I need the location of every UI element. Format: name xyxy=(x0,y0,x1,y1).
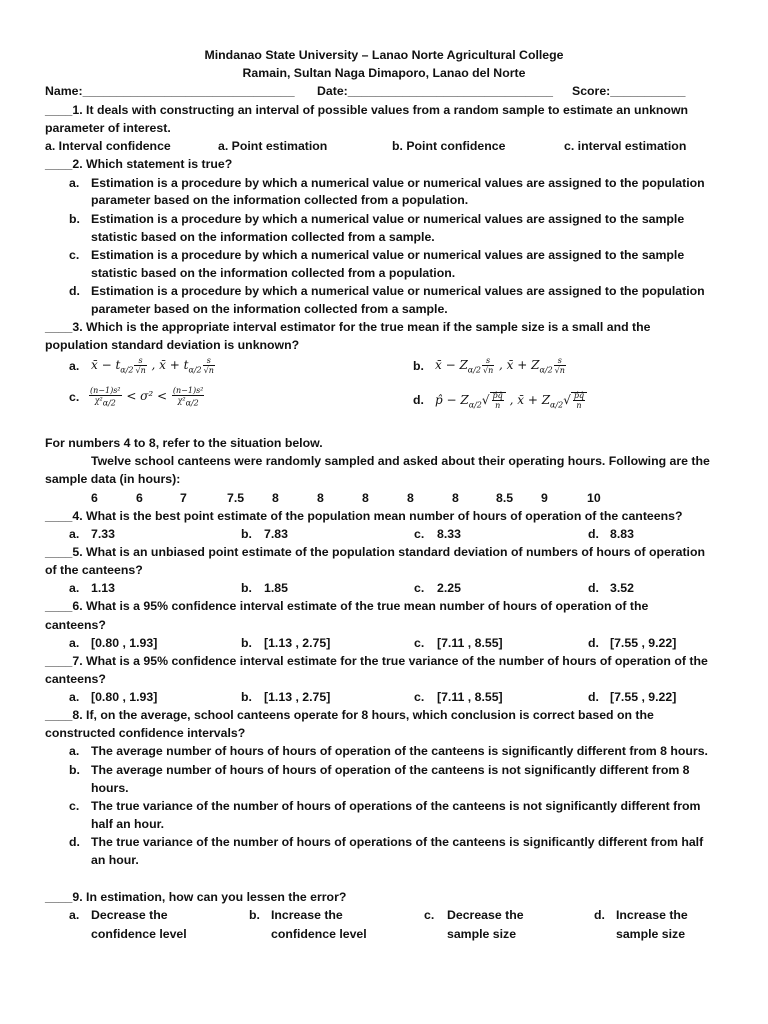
q6-option-c: [7.11 , 8.55] xyxy=(437,636,503,650)
situation-text-line1: Twelve school canteens were randomly sampled and asked about their operating hours. Following are the xyxy=(91,454,710,468)
q3-stem-line1: ____3. Which is the appropriate interval estimator for the true mean if the sample size is a small and the xyxy=(45,320,651,334)
sample-value: 6 xyxy=(91,491,98,505)
q9-option-c-line2: sample size xyxy=(447,927,517,941)
q8-stem-line2: constructed confidence intervals? xyxy=(45,726,246,740)
q8-option-b-line1: The average number of hours of hours of operation of the canteens is not significantly different from 8 xyxy=(91,763,690,777)
q2-option-b-line1: Estimation is a procedure by which a numerical value or numerical values are assigned to the sample xyxy=(91,212,685,226)
sample-value: 7 xyxy=(180,491,187,505)
q7-option-b: [1.13 , 2.75] xyxy=(264,690,331,704)
q5-letter-a: a. xyxy=(69,581,80,595)
q2-letter-d: d. xyxy=(69,284,80,298)
q9-option-d-line1: Increase the xyxy=(616,908,688,922)
q7-option-c: [7.11 , 8.55] xyxy=(437,690,503,704)
q3-letter-d: d. xyxy=(413,393,424,407)
q5-option-b: 1.85 xyxy=(264,581,288,595)
q8-option-d-line2: an hour. xyxy=(91,853,139,867)
university-address: Ramain, Sultan Naga Dimaporo, Lanao del Norte xyxy=(242,66,526,80)
q8-option-b-line2: hours. xyxy=(91,781,129,795)
q9-letter-c: c. xyxy=(424,908,435,922)
q1-option-a: a. Interval confidence xyxy=(45,139,171,153)
q7-stem-line2: canteens? xyxy=(45,672,106,686)
q4-option-a: 7.33 xyxy=(91,527,115,541)
q7-letter-b: b. xyxy=(241,690,252,704)
q8-letter-b: b. xyxy=(69,763,80,777)
q5-stem-line2: of the canteens? xyxy=(45,563,143,577)
sample-value: 6 xyxy=(136,491,143,505)
q1-option-b: a. Point estimation xyxy=(218,139,328,153)
q3-letter-a: a. xyxy=(69,359,80,373)
situation-heading: For numbers 4 to 8, refer to the situation below. xyxy=(45,436,323,450)
university-name: Mindanao State University – Lanao Norte Agricultural College xyxy=(204,48,564,62)
q7-letter-d: d. xyxy=(588,690,599,704)
q2-option-c-line1: Estimation is a procedure by which a numerical value or numerical values are assigned to the sample xyxy=(91,248,685,262)
q3-formula-a: x̄ − $t_{\alpha/2}$ $\frac{s}{√n}$ , x̄ + $t_{\alpha/2}$ $\frac{s}{√n}$ xyxy=(91,356,214,375)
q9-letter-a: a. xyxy=(69,908,80,922)
q2-letter-b: b. xyxy=(69,212,80,226)
q9-letter-d: d. xyxy=(594,908,605,922)
q8-option-d-line1: The true variance of the number of hours of operations of the canteens is significantly different from half xyxy=(91,835,704,849)
q2-option-b-line2: statistic based on the information collected from a sample. xyxy=(91,230,435,244)
q8-letter-d: d. xyxy=(69,835,80,849)
q6-option-d: [7.55 , 9.22] xyxy=(610,636,677,650)
q9-option-a-line1: Decrease the xyxy=(91,908,168,922)
q4-letter-c: c. xyxy=(414,527,425,541)
q1-option-d: c. interval estimation xyxy=(564,139,687,153)
q5-stem-line1: ____5. What is an unbiased point estimate of the population standard deviation of numbers of hours of operation xyxy=(45,545,705,559)
q9-letter-b: b. xyxy=(249,908,260,922)
q2-letter-a: a. xyxy=(69,176,80,190)
sample-value: 9 xyxy=(541,491,548,505)
q5-option-c: 2.25 xyxy=(437,581,461,595)
q9-option-a-line2: confidence level xyxy=(91,927,187,941)
sample-value: 8 xyxy=(362,491,369,505)
sample-value: 7.5 xyxy=(227,491,245,505)
q4-option-d: 8.83 xyxy=(610,527,634,541)
q2-option-d-line1: Estimation is a procedure by which a numerical value or numerical values are assigned to the population xyxy=(91,284,705,298)
sample-value: 8 xyxy=(452,491,459,505)
q3-letter-c: c. xyxy=(69,390,80,404)
q8-stem-line1: ____8. If, on the average, school canteens operate for 8 hours, which conclusion is correct based on the xyxy=(45,708,654,722)
q7-option-d: [7.55 , 9.22] xyxy=(610,690,677,704)
q8-option-c-line2: half an hour. xyxy=(91,817,165,831)
q6-letter-a: a. xyxy=(69,636,80,650)
q5-letter-d: d. xyxy=(588,581,599,595)
q3-stem-line2: population standard deviation is unknown? xyxy=(45,338,300,352)
q4-letter-d: d. xyxy=(588,527,599,541)
q3-formula-b: x̄ − $Z_{\alpha/2}$ $\frac{s}{√n}$ , x̄ + $Z_{\alpha/2}$ $\frac{s}{√n}$ xyxy=(435,356,565,375)
q1-option-c: b. Point confidence xyxy=(392,139,506,153)
sample-value: 8.5 xyxy=(496,491,514,505)
q2-letter-c: c. xyxy=(69,248,80,262)
q2-option-c-line2: statistic based on the information collected from a population. xyxy=(91,266,456,280)
situation-text-line2: sample data (in hours): xyxy=(45,472,181,486)
q1-stem-line1: ____1. It deals with constructing an interval of possible values from a random sample to estimate an unknown xyxy=(45,103,689,117)
q1-stem-line2: parameter of interest. xyxy=(45,121,171,135)
q7-stem-line1: ____7. What is a 95% confidence interval estimate for the true variance of the number of hours of operation of the xyxy=(45,654,708,668)
q9-stem: ____9. In estimation, how can you lessen the error? xyxy=(45,890,347,904)
q9-option-d-line2: sample size xyxy=(616,927,686,941)
q9-option-c-line1: Decrease the xyxy=(447,908,524,922)
q4-option-c: 8.33 xyxy=(437,527,461,541)
q6-stem-line1: ____6. What is a 95% confidence interval estimate of the true mean number of hours of operation of the xyxy=(45,599,649,613)
q6-option-a: [0.80 , 1.93] xyxy=(91,636,158,650)
q7-letter-a: a. xyxy=(69,690,80,704)
q7-option-a: [0.80 , 1.93] xyxy=(91,690,158,704)
q5-letter-b: b. xyxy=(241,581,252,595)
sample-value: 8 xyxy=(317,491,324,505)
q9-option-b-line1: Increase the xyxy=(271,908,343,922)
q6-letter-d: d. xyxy=(588,636,599,650)
q6-option-b: [1.13 , 2.75] xyxy=(264,636,331,650)
q2-stem: ____2. Which statement is true? xyxy=(45,157,233,171)
q6-stem-line2: canteens? xyxy=(45,618,106,632)
q4-stem: ____4. What is the best point estimate of the population mean number of hours of operation of the canteens? xyxy=(45,509,683,523)
q5-letter-c: c. xyxy=(414,581,425,595)
q8-letter-a: a. xyxy=(69,744,80,758)
q5-option-d: 3.52 xyxy=(610,581,634,595)
q8-option-c-line1: The true variance of the number of hours of operations of the canteens is not significantly different from xyxy=(91,799,701,813)
date-field-label: Date:______________________________ xyxy=(317,84,553,98)
q3-formula-d: p̂ − $Z_{\alpha/2}√$ $\frac{p̂q̂}{n}$ , x̄ + $Z_{\alpha/2}√$ $\frac{p̂q̂}{n}$ xyxy=(435,386,587,419)
q5-option-a: 1.13 xyxy=(91,581,115,595)
q6-letter-c: c. xyxy=(414,636,425,650)
q3-formula-c: $\frac{\text{(n−1)s²}}{\chi^2_{\alpha/2}}$ < σ² < $\frac{\text{(n−1)s²}}{\chi^2_{\alpha/2}}$ xyxy=(90,385,204,408)
q4-letter-b: b. xyxy=(241,527,252,541)
q8-letter-c: c. xyxy=(69,799,80,813)
sample-value: 10 xyxy=(587,491,601,505)
q7-letter-c: c. xyxy=(414,690,425,704)
q9-option-b-line2: confidence level xyxy=(271,927,367,941)
q4-option-b: 7.83 xyxy=(264,527,288,541)
score-field-label: Score:___________ xyxy=(572,84,686,98)
q2-option-a-line2: parameter based on the information collected from a population. xyxy=(91,193,469,207)
q6-letter-b: b. xyxy=(241,636,252,650)
q3-letter-b: b. xyxy=(413,359,424,373)
q8-option-a-line1: The average number of hours of hours of operation of the canteens is significantly different from 8 hours. xyxy=(91,744,708,758)
q2-option-a-line1: Estimation is a procedure by which a numerical value or numerical values are assigned to the population xyxy=(91,176,705,190)
sample-value: 8 xyxy=(272,491,279,505)
name-field-label: Name:_______________________________ xyxy=(45,84,295,98)
q2-option-d-line2: parameter based on the information collected from a sample. xyxy=(91,302,448,316)
sample-value: 8 xyxy=(407,491,414,505)
q4-letter-a: a. xyxy=(69,527,80,541)
